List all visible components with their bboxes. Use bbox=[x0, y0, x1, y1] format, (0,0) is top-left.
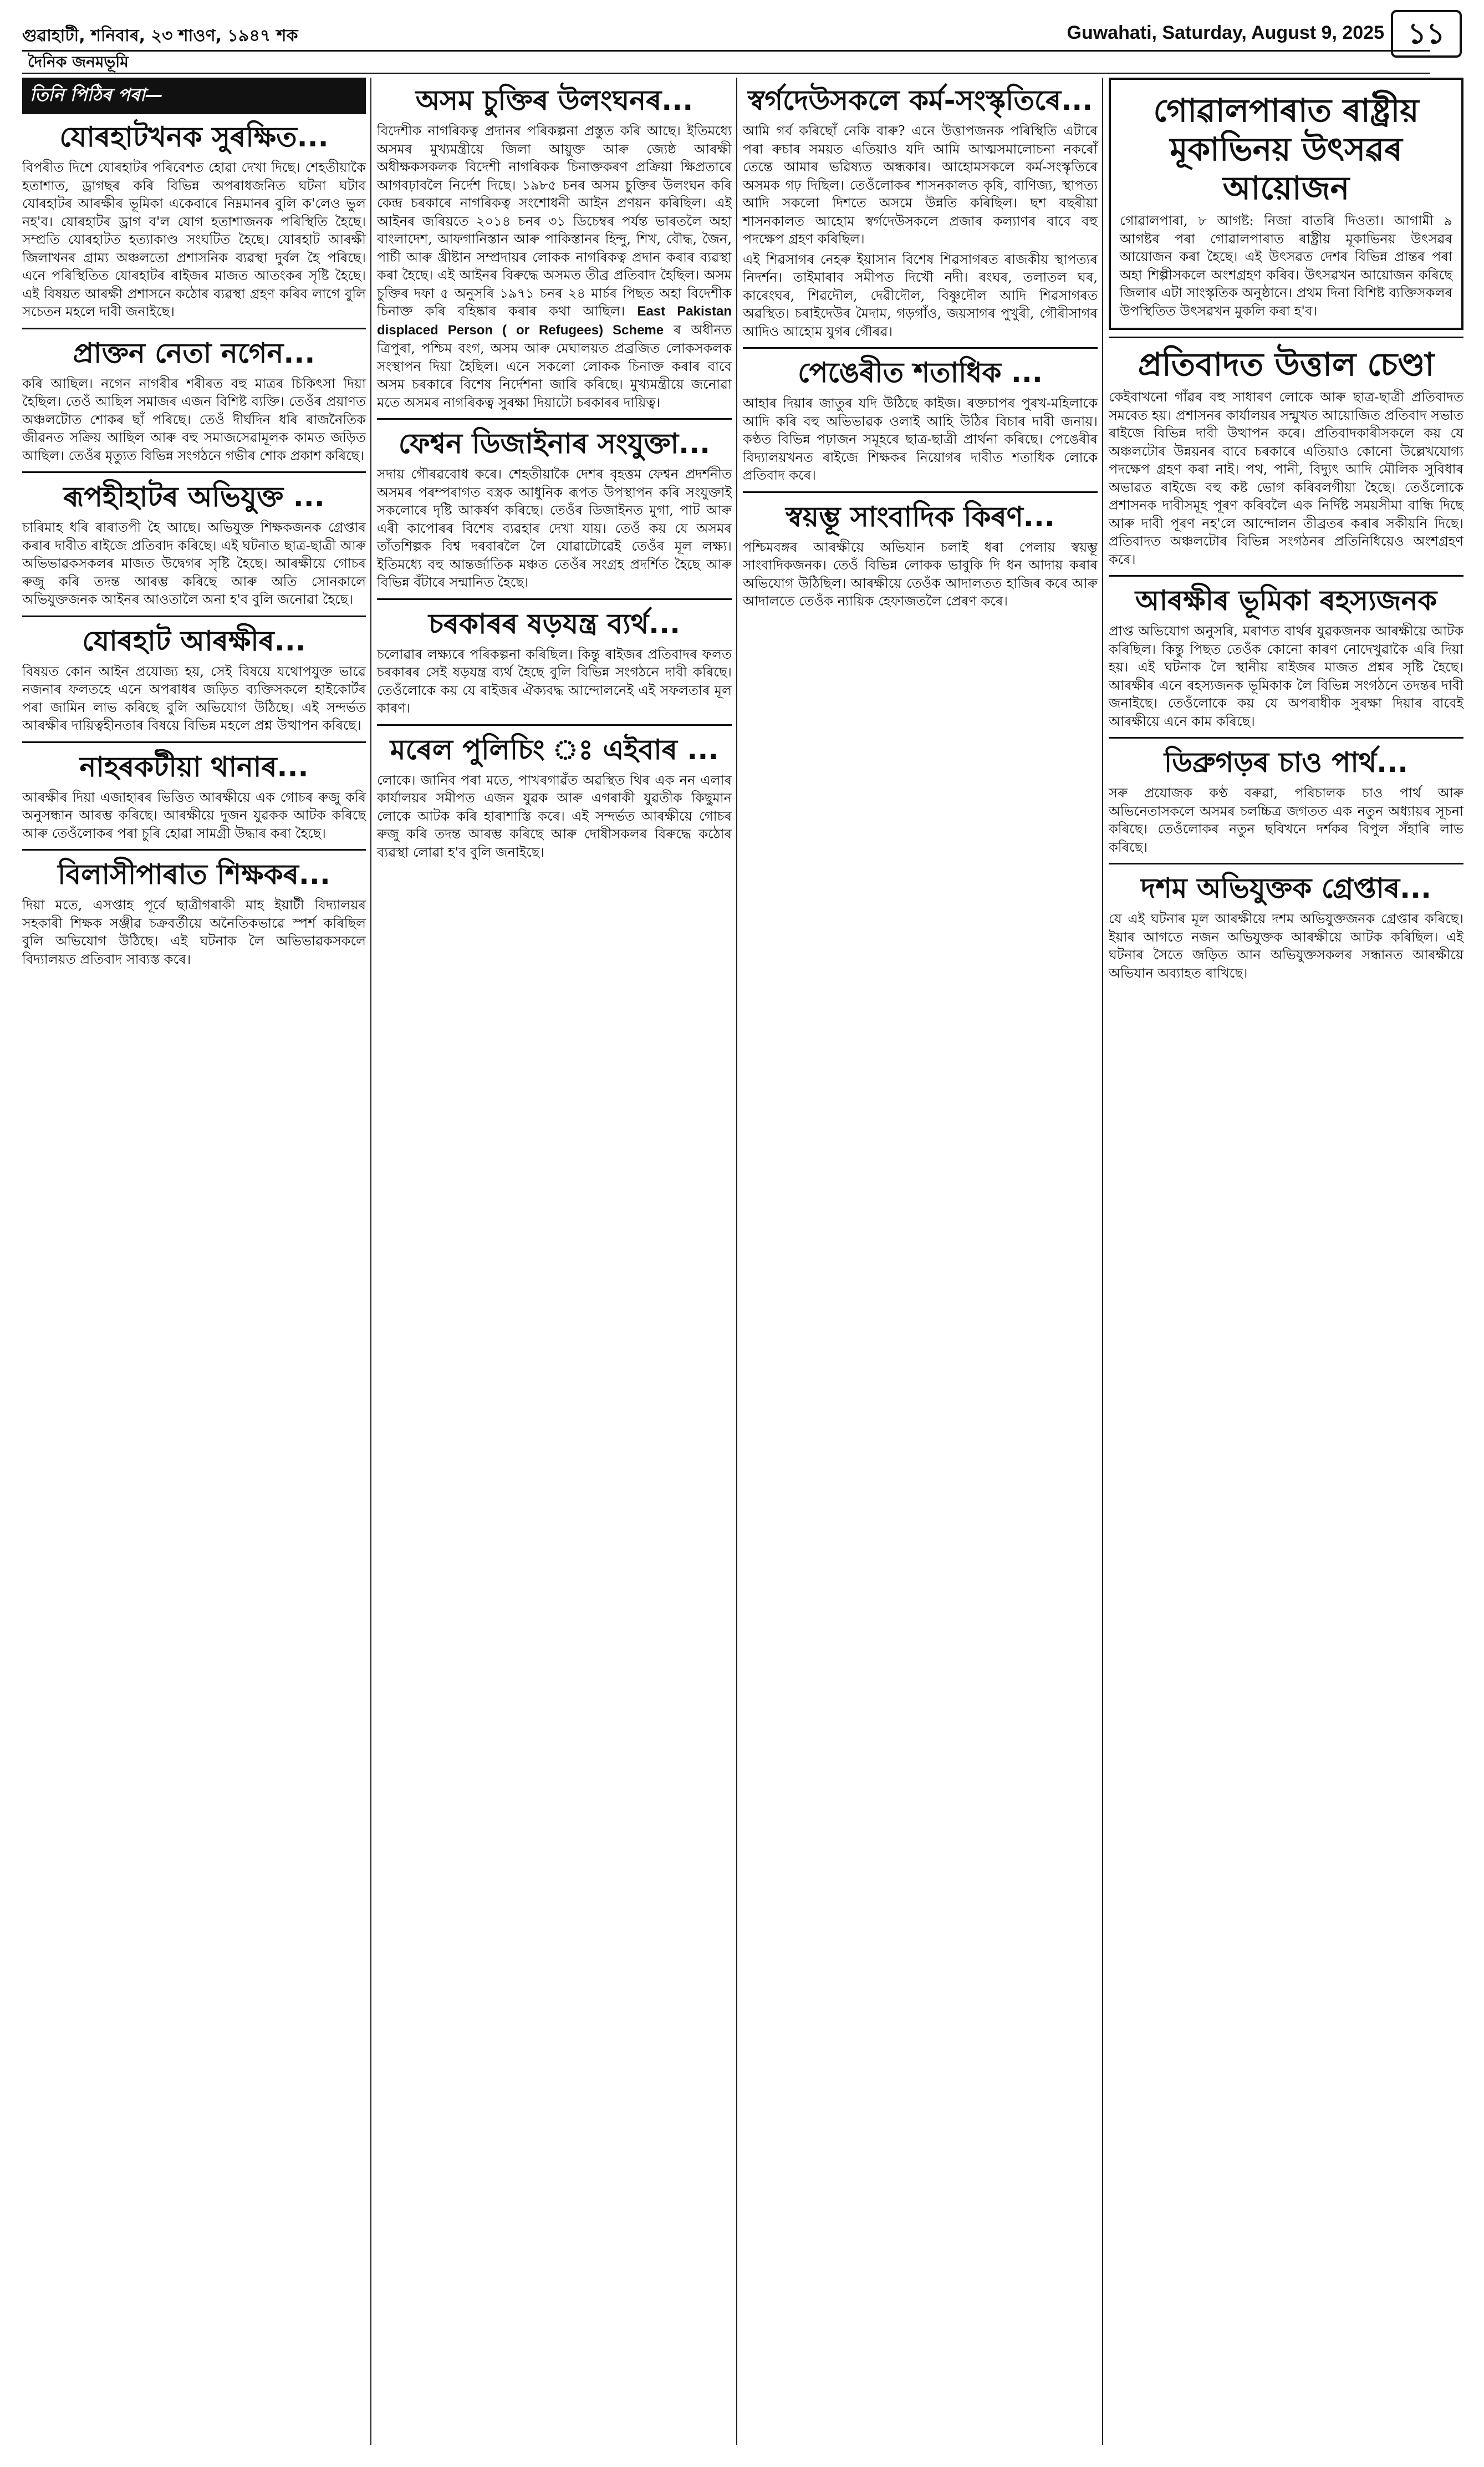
divider bbox=[743, 491, 1098, 493]
article-text: বিদেশীক নাগৰিকত্ব প্ৰদানৰ পৰিকল্পনা প্ৰস্তুত কৰি আছে। ইতিমধ্যে অসমৰ মুখ্যমন্ত্ৰীয়ে জিলা আয়ুক্ত আৰু জ্যেষ্ঠ আৰক্ষী অধীক্ষকসকলক বিদেশী নাগৰিকক চিনাক্তকৰণ প্ৰক্ৰিয়া ক্ষিপ্ৰতাৰে আগবঢ়াবলৈ নিৰ্দেশ দিছে। ১৯৮৫ চনৰ অসম চুক্তিৰ উলংঘন কৰি কেন্দ্ৰ চৰকাৰে নাগৰিকত্ব সংশোধনী আইন প্ৰণয়ন কৰিছিল। এই আইনৰ জৰিয়তে ২০১৪ চনৰ ৩১ ডিচেম্বৰ পৰ্যন্ত ভাৰতলৈ অহা বাংলাদেশ, আফগানিস্তান আৰু পাকিস্তানৰ হিন্দু, শিখ, বৌদ্ধ, জৈন, পাৰ্চী আৰু খ্ৰীষ্টান সম্প্ৰদায়ৰ লোকক নাগৰিকত্ব প্ৰদান কৰাৰ ব্যৱস্থা কৰা হৈছে। এই আইনৰ বিৰুদ্ধে অসমত তীব্ৰ প্ৰতিবাদ হৈছিল। অসম চুক্তিৰ দফা ৫ অনুসৰি ১৯৭১ চনৰ ২৪ মাৰ্চৰ পিছত অহা বিদেশীক চিনাক্ত কৰি বহিষ্কাৰ কৰাৰ কথা আছিল। bbox=[377, 123, 732, 319]
page-header bbox=[22, 10, 1462, 71]
headline-tenth-accused-arrested[interactable]: দশম অভিযুক্তক গ্ৰেপ্তাৰ... bbox=[1140, 872, 1432, 904]
headline-bilasipara-teacher[interactable]: বিলাসীপাৰাত শিক্ষকৰ... bbox=[58, 858, 330, 891]
article-body: সৰু প্ৰযোজক কণ্ঠ বৰুৱা, পৰিচালক চাও পাৰ্থ আৰু অভিনেতাসকলে অসমৰ চলচ্চিত্ৰ জগতত এক নতুন অধ্যায়ৰ সূচনা কৰিছে। তেওঁলোকৰ নতুন ছবিখনে দৰ্শকৰ বিপুল সঁহাৰি লাভ কৰিছে। bbox=[1109, 785, 1463, 855]
headline-police-role-mysterious[interactable]: আৰক্ষীৰ ভূমিকা ৰহস্যজনক bbox=[1135, 584, 1437, 617]
article-text: ৰ অধীনত ত্ৰিপুৰা, পশ্চিম বংগ, অসম আৰু মেঘালয়ত প্ৰব্ৰজিত লোকসকলক সংস্থাপন দিয়া হৈছিল। এনে সকলো লোকক চিনাক্ত কৰাৰ বাবে অসম চৰকাৰে বিশেষ নিৰ্দেশনা জাৰি কৰিছে। মুখ্যমন্ত্ৰীয়ে জনোৱা মতে অসমৰ নাগৰিকত্ব সুৰক্ষা দিয়াটো চৰকাৰৰ দায়িত্ব। bbox=[377, 322, 732, 410]
headline-jorhat-safety[interactable]: যোৰহাটখনক সুৰক্ষিত... bbox=[59, 121, 329, 153]
column-divider bbox=[1102, 78, 1103, 2445]
headline-fashion-designer[interactable]: ফেশ্বন ডিজাইনাৰ সংযুক্তা... bbox=[398, 428, 711, 460]
article-body: সদায় গৌৰৱবোধ কৰে। শেহতীয়াকৈ দেশৰ বৃহত্তম ফেশ্বন প্ৰদৰ্শনীত অসমৰ পৰম্পৰাগত বস্ত্ৰক আধুনিক ৰূপত উপস্থাপন কৰি সংযুক্তাই সকলোৰে দৃষ্টি আকৰ্ষণ কৰিছে। তেওঁৰ ডিজাইনত মুগা, পাট আৰু এৰী কাপোৰৰ বিশেষ ব্যৱহাৰ দেখা যায়। তেওঁ কয় যে অসমৰ তাঁতশিল্পক বিশ্ব দৰবাৰলৈ লৈ যোৱাটোৱেই তেওঁৰ মূল লক্ষ্য। ইতিমধ্যে বহু আন্তৰ্জাতিক মঞ্চত তেওঁৰ সংগ্ৰহ প্ৰদৰ্শিত হৈছে আৰু বিভিন্ন বঁটাৰে সন্মানিত হৈছে। bbox=[377, 466, 732, 590]
article-body bbox=[377, 122, 732, 411]
headline-moral-policing[interactable]: মৰেল পুলিচিং ঃ এইবাৰ ... bbox=[390, 733, 719, 766]
paper-flag bbox=[22, 50, 1430, 74]
divider bbox=[1109, 863, 1463, 864]
article-body: চাৰিমাহ ধৰি ৰাৰাতপী হৈ আছে। অভিযুক্ত শিক্ষকজনক গ্ৰেপ্তাৰ কৰাৰ দাবীত ৰাইজে প্ৰতিবাদ কৰিছে। এই ঘটনাত ছাত্ৰ-ছাত্ৰী আৰু অভিভাৱকসকলৰ মাজত উদ্বেগৰ সৃষ্টি হৈছে। আৰক্ষীয়ে গোচৰ ৰুজু কৰি তদন্ত আৰম্ভ কৰিছে আৰু অতি সোনকালে অভিযুক্তজনক আইনৰ আওতালৈ অনা হ'ব বুলি জনোৱা হৈছে। bbox=[22, 520, 366, 607]
headline-assam-accord[interactable]: অসম চুক্তিৰ উলংঘনৰ... bbox=[415, 84, 693, 116]
divider bbox=[377, 724, 732, 726]
headline-chenda-protest[interactable]: প্ৰতিবাদত উত্তাল চেণ্ডা bbox=[1138, 345, 1435, 383]
headline-pengeri[interactable]: পেঙেৰীত শতাধিক ... bbox=[798, 357, 1043, 389]
headline-swargadeo-culture[interactable]: স্বৰ্গদেউসকলে কৰ্ম-সংস্কৃতিৰে... bbox=[747, 84, 1093, 116]
scheme-name-english: East Pakistan displaced Person ( or Refugees) Scheme bbox=[377, 304, 732, 338]
divider bbox=[1109, 337, 1463, 338]
article-body: আৰক্ষীৰ দিয়া এজাহাৰৰ ভিত্তিত আৰক্ষীয়ে এক গোচৰ ৰুজু কৰি অনুসন্ধান আৰম্ভ কৰিছে। আৰক্ষীয়ে দুজন যুৱকক আটক কৰিছে আৰু তেওঁলোকৰ পৰা চুৰি হোৱা সামগ্ৰী উদ্ধাৰ কৰা হৈছে। bbox=[22, 789, 366, 841]
continued-tag: তিনি পিঠিৰ পৰা— bbox=[22, 78, 366, 114]
divider bbox=[1109, 575, 1463, 577]
headline-jorhat-police[interactable]: যোৰহাট আৰক্ষীৰ... bbox=[82, 624, 306, 657]
headline-former-leader[interactable]: প্ৰাক্তন নেতা নগেন... bbox=[73, 337, 315, 369]
divider bbox=[377, 418, 732, 420]
column-3 bbox=[743, 78, 1098, 613]
article-body: যে এই ঘটনাৰ মূল আৰক্ষীয়ে দশম অভিযুক্তজনক গ্ৰেপ্তাৰ কৰিছে। ইয়াৰ আগতে নজন অভিযুক্তক আৰক্ষীয়ে আটক কৰিছিল। এই ঘটনাৰ সৈতে জড়িত আন অভিযুক্তসকলৰ সন্ধানত আৰক্ষীয়ে অভিযান অব্যাহত ৰাখিছে। bbox=[1109, 911, 1463, 981]
article-body: কৰি আছিল। নগেন নাগৰীৰ শৰীৰত বহু মাত্ৰৰ চিকিৎসা দিয়া হৈছিল। তেওঁ আছিল সমাজৰ এজন বিশিষ্ট ব্যক্তি। তেওঁৰ প্ৰয়াণত অঞ্চলটোত শোকৰ ছাঁ পৰিছে। তেওঁ দীৰ্ঘদিন ধৰি ৰাজনৈতিক জীৱনত সক্ৰিয় আছিল আৰু বহু সমাজসেৱামূলক কামত জড়িত আছিল। তেওঁৰ মৃত্যুত বিভিন্ন সংগঠনে গভীৰ শোক প্ৰকাশ কৰিছে। bbox=[22, 375, 366, 464]
page-number: ১১ bbox=[1391, 10, 1462, 58]
article-body: দিয়া মতে, এসপ্তাহ পূৰ্বে ছাত্ৰীগৰাকী মাহ ইয়াৰ্টী বিদ্যালয়ৰ সহকাৰী শিক্ষক সঞ্জীৱ চক্ৰবৰ্তীয়ে অনৈতিকভাৱে স্পৰ্শ কৰিছিল বুলি অভিযোগ উঠিছে। এই ঘটনাক লৈ অভিভাৱকসকলে বিদ্যালয়ত প্ৰতিবাদ সাব্যস্ত কৰে। bbox=[22, 897, 366, 967]
date-english: Guwahati, Saturday, August 9, 2025 bbox=[1067, 22, 1384, 43]
date-assamese: গুৱাহাটী, শনিবাৰ, ২৩ শাওণ, ১৯৪৭ শক bbox=[22, 26, 298, 45]
article-body: বিষয়ত কোন আইন প্ৰযোজ্য হয়, সেই বিষয়ে যথোপযুক্ত ভাৱে নজনাৰ ফলতহে এনে অপৰাধৰ জড়িত ব্যক্তিসকলে হাইকোৰ্টৰ পৰা জামিন লাভ কৰিছে বুলি অভিযোগ উঠিছে। এই সন্দৰ্ভত আৰক্ষীৰ দায়িত্বহীনতাৰ বিষয়ে বিভিন্ন মহলে প্ৰশ্ন উত্থাপন কৰিছে। bbox=[22, 663, 366, 733]
article-body: বিপৰীত দিশে যোৰহাটৰ পৰিবেশত হোৱা দেখা দিছে। শেহতীয়াকৈ হতাশাত, ড্ৰাগছৰ কৰি বিভিন্ন অপৰাধজনিত ঘটনা ঘটাব যোৰহাটৰ আৰক্ষীৰ ভূমিকা একেবাৰে নিম্নমানৰ বুলি ক'লেও ভুল নহ'ব। যোৰহাটৰ ড্ৰাগ ব'ল যোগ হতাশাজনক পৰিস্থিতি হৈছে। সম্প্ৰতি যোৰহাটত হত্যাকাণ্ড সংঘটিত হৈছে। যোৰহাট আৰক্ষী জিলাখনৰ গ্ৰাম্য অঞ্চলতো প্ৰশাসনিক ব্যৱস্থা দুৰ্বল হৈ পৰিছে। এনে পৰিস্থিতিত যোৰহাটৰ ৰাইজৰ মাজত আতংকৰ সৃষ্টি হৈছে। এই বিষয়ত আৰক্ষী প্ৰশাসনে কঠোৰ ব্যৱস্থা গ্ৰহণ কৰিব লাগে বুলি সচেতন মহলে দাবী জনাইছে। bbox=[22, 160, 366, 319]
divider bbox=[22, 616, 366, 617]
headline-dibrugarh-chao-partha[interactable]: ডিব্ৰুগড়ৰ চাও পাৰ্থ... bbox=[1164, 746, 1409, 779]
headline-rupohihat-accused[interactable]: ৰূপহীহাটৰ অভিযুক্ত ... bbox=[63, 481, 325, 513]
article-body: আহাৰ দিয়াৰ জাতুৰ যদি উঠিছে কাইজ। ৰক্তচাপৰ পুৰখ-মহিলাকে আদি কৰি বহু অভিভাৱক ওলাই আহি উঠিৰ বিচাৰ দাবী জনায়। কণ্ঠত বিভিন্ন পঢ়াজন সমূহৰে ছাত্ৰ-ছাত্ৰী প্ৰাৰ্থনা কৰিছে। পেঙেৰীৰ বিদ্যালয়খনত ৰাইজে শিক্ষকৰ নিয়োগৰ দাবীত শতাধিক লোকে প্ৰতিবাদ কৰে। bbox=[743, 395, 1098, 483]
headline-goalpara-mime-festival[interactable]: গোৱালপাৰাত ৰাষ্ট্ৰীয় মূকাভিনয় উৎসৱৰ আয়োজন bbox=[1153, 91, 1419, 207]
column-1 bbox=[22, 78, 366, 970]
article-body: প্ৰাপ্ত অভিযোগ অনুসৰি, মৰাণত বাৰ্থৰ যুৱকজনক আৰক্ষীয়ে আটক কৰিছিল। কিন্তু পিছত তেওঁক কোনো কাৰণ নোদেখুৱাকৈ এৰি দিয়া হয়। এই ঘটনাক লৈ স্থানীয় ৰাইজৰ মাজত প্ৰশ্নৰ সৃষ্টি হৈছে। আৰক্ষীৰ এনে ৰহস্যজনক ভূমিকাক লৈ বিভিন্ন সংগঠনে তদন্তৰ দাবী জনাইছে। তেওঁলোকে কয় যে অপৰাধীক সুৰক্ষা দিয়াৰ বাবেই আৰক্ষীয়ে এনে কাম কৰিছে। bbox=[1109, 623, 1463, 729]
divider bbox=[22, 741, 366, 743]
article-body: আমি গৰ্ব কৰিছোঁ নেকি বাৰু? এনে উত্তাপজনক পৰিস্থিতি এটাৰে পৰা ৰুচাৰ সময়ত এতিয়াও যদি আমি আত্মসমালোচনা নকৰোঁ তেন্তে আমাৰ ভৱিষ্যত অন্ধকাৰ। আহোমসকলে কৰ্ম-সংস্কৃতিৰে অসমক গঢ় দিছিল। তেওঁলোকৰ শাসনকালত কৃষি, বাণিজ্য, স্থাপত্য আদি সকলো দিশতে অসমে উন্নতি কৰিছিল। ছশ বছৰীয়া শাসনকালত আহোম স্বৰ্গদেউসকলে প্ৰজাৰ কল্যাণৰ বাবে বহু পদক্ষেপ গ্ৰহণ কৰিছিল। bbox=[743, 123, 1098, 247]
divider bbox=[22, 471, 366, 473]
article-body: কেইবাখনো গাঁৱৰ বহু সাধাৰণ লোকে আৰু ছাত্ৰ-ছাত্ৰী প্ৰতিবাদত সমবেত হয়। প্ৰশাসনৰ কাৰ্যালয়ৰ সন্মুখত আয়োজিত প্ৰতিবাদ সভাত ৰাইজে বিভিন্ন দাবী উত্থাপন কৰে। প্ৰতিবাদকাৰীসকলে কয় যে অঞ্চলটোৰ উন্নয়নৰ বাবে চৰকাৰে এতিয়াও কোনো উল্লেখযোগ্য পদক্ষেপ গ্ৰহণ কৰা নাই। পথ, পানী, বিদ্যুৎ আদি মৌলিক সুবিধাৰ অভাৱত ৰাইজে বহু কষ্ট ভোগ কৰিবলগীয়া হৈছে। তেওঁলোকে প্ৰশাসনক দাবীসমূহ পূৰণ কৰিবলৈ এক নিৰ্দিষ্ট সময়সীমা বান্ধি দিছে আৰু দাবী পূৰণ নহ'লে আন্দোলন তীব্ৰতৰ কৰাৰ সকীয়নি দিছে। প্ৰতিবাদত অঞ্চলটোৰ বিভিন্ন সংগঠনৰ প্ৰতিনিধিয়েও অংশগ্ৰহণ কৰে। bbox=[1109, 389, 1463, 567]
column-2 bbox=[377, 78, 732, 863]
paper-name: দৈনিক জনমভূমি bbox=[28, 53, 129, 71]
divider bbox=[377, 598, 732, 600]
article-body: গোৱালপাৰা, ৮ আগষ্ট: নিজা বাতৰি দিওতা। আগামী ৯ আগষ্টৰ পৰা গোৱালপাৰাত ৰাষ্ট্ৰীয় মূকাভিনয় উৎসৱৰ আয়োজন কৰা হৈছে। এই উৎসৱত দেশৰ বিভিন্ন প্ৰান্তৰ পৰা অহা শিল্পীসকলে অংশগ্ৰহণ কৰিব। উৎসৱখন আয়োজন কৰিছে জিলাৰ এটা সাংস্কৃতিক অনুষ্ঠানে। প্ৰথম দিনা বিশিষ্ট ব্যক্তিসকলৰ উপস্থিতিত উৎসৱখন মুকলি কৰা হ'ব। bbox=[1120, 213, 1452, 319]
column-divider bbox=[370, 78, 371, 2445]
headline-naharkatia-station[interactable]: নাহৰকটীয়া থানাৰ... bbox=[79, 750, 309, 783]
headline-self-journalist[interactable]: স্বয়ম্ভূ সাংবাদিক কিৰণ... bbox=[786, 500, 1055, 533]
article-body: চলোৱাৰ লক্ষ্যৰে পৰিকল্পনা কৰিছিল। কিন্তু ৰাইজৰ প্ৰতিবাদৰ ফলত চৰকাৰৰ সেই ষড়যন্ত্ৰ ব্যৰ্থ হৈছে বুলি বিভিন্ন সংগঠনে দাবী কৰিছে। তেওঁলোকে কয় যে ৰাইজৰ ঐক্যবদ্ধ আন্দোলনেই এই সফলতাৰ মূল কাৰণ। bbox=[377, 646, 732, 716]
article-body: পশ্চিমবঙ্গৰ আৰক্ষীয়ে অভিযান চলাই ধৰা পেলায় স্বয়ম্ভূ সাংবাদিকজনক। তেওঁ বিভিন্ন লোকক ভাবুকি দি ধন আদায় কৰাৰ অভিযোগ উঠিছিল। আৰক্ষীয়ে তেওঁক আদালতত হাজিৰ কৰে আৰু আদালতে তেওঁক ন্যায়িক হেফাজতলৈ প্ৰেৰণ কৰে। bbox=[743, 539, 1098, 609]
column-divider bbox=[736, 78, 737, 2445]
divider bbox=[22, 849, 366, 851]
boxed-article bbox=[1109, 78, 1463, 330]
divider bbox=[743, 347, 1098, 349]
article-list: এই শিৱসাগৰ নেহৰু ইয়াসান বিশেষ শিৱসাগৰত ৰাজকীয় স্থাপত্যৰ নিদৰ্শন। তাইমাৰাব সমীপত দিখৌ নদী। ৰংঘৰ, তলাতল ঘৰ, কাৰেংঘৰ, শিৱদৌল, দেৱীদৌল, বিষ্ণুদৌল আদি শিৱসাগৰত অৱস্থিত। চৰাইদেউৰ মৈদাম, গড়গাঁও, জয়সাগৰ পুখুৰী, গৌৰীসাগৰ আদিও আহোম যুগৰ গৌৰৱ। bbox=[743, 251, 1098, 339]
column-4 bbox=[1109, 78, 1463, 984]
headline-govt-conspiracy[interactable]: চৰকাৰৰ ষড়যন্ত্ৰ ব্যৰ্থ... bbox=[428, 607, 681, 640]
divider bbox=[1109, 737, 1463, 739]
divider bbox=[22, 328, 366, 329]
article-body: লোকে। জানিব পৰা মতে, পাখৰগাৱঁত অৱস্থিত থিৰ এক নন এলাৰ কাৰ্যালয়ৰ সমীপত এজন যুৱক আৰু এগৰাকী যুৱতীক কিছুমান লোকে আটক কৰি হাৰাশাস্তি কৰে। এই সন্দৰ্ভত আৰক্ষীয়ে গোচৰ ৰুজু কৰি তদন্ত আৰম্ভ কৰিছে আৰু দোষীসকলৰ বিৰুদ্ধে কঠোৰ ব্যৱস্থা লোৱা হ'ব বুলি জনাইছে। bbox=[377, 772, 732, 860]
